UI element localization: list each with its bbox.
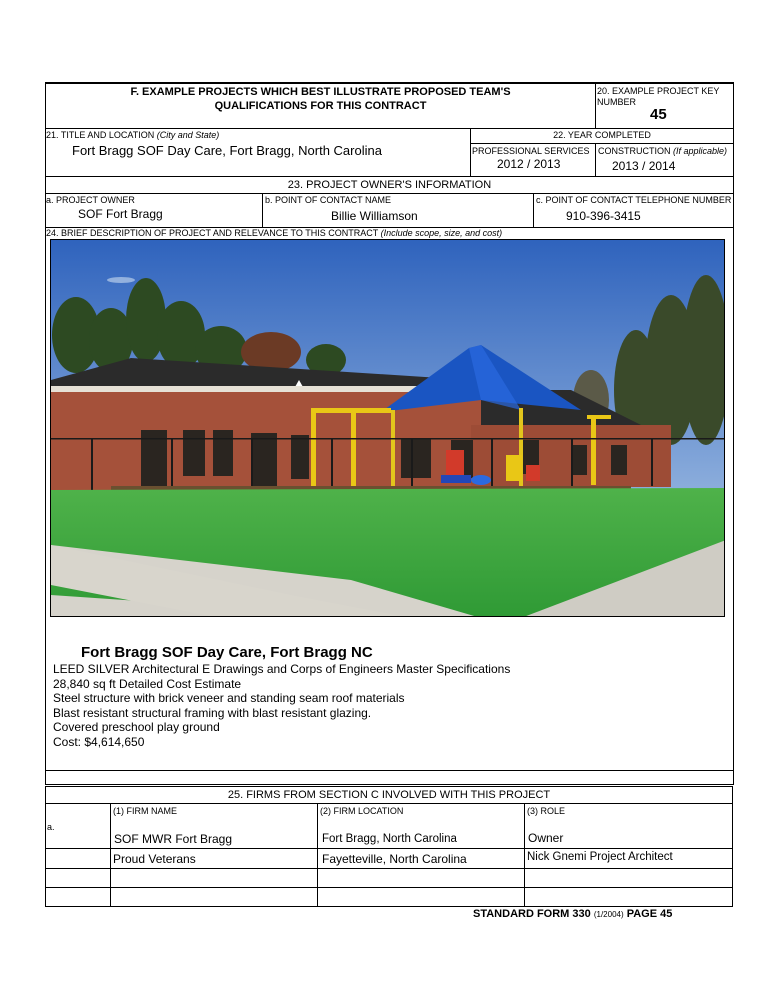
description-label-main: 24. BRIEF DESCRIPTION OF PROJECT AND RELEVANCE TO THIS CONTRACT: [46, 228, 379, 238]
contact-name-value: Billie Williamson: [331, 209, 418, 223]
professional-services-label: PROFESSIONAL SERVICES: [472, 146, 590, 156]
title-location-value: Fort Bragg SOF Day Care, Fort Bragg, North Carolina: [72, 143, 382, 158]
contact-phone-value: 910-396-3415: [566, 209, 641, 223]
description-heading: Fort Bragg SOF Day Care, Fort Bragg NC: [81, 644, 373, 661]
project-key-label-line1: 20. EXAMPLE PROJECT KEY: [597, 86, 720, 96]
firm-location-header: (2) FIRM LOCATION: [320, 806, 404, 816]
firm-location-cell: Fort Bragg, North Carolina: [322, 833, 457, 845]
contact-phone-label: c. POINT OF CONTACT TELEPHONE NUMBER: [536, 195, 732, 205]
description-line: Steel structure with brick veneer and standing seam roof materials: [53, 691, 405, 706]
construction-label-main: CONSTRUCTION: [598, 146, 671, 156]
description-label-note: (Include scope, size, and cost): [380, 228, 503, 238]
form-footer: [473, 908, 672, 920]
project-owner-label: a. PROJECT OWNER: [46, 195, 135, 205]
section-title: [46, 85, 595, 113]
professional-services-value: 2012 / 2013: [497, 157, 561, 171]
project-owner-value: SOF Fort Bragg: [78, 207, 163, 221]
page-number: PAGE 45: [626, 908, 673, 920]
project-key-label-line2: NUMBER: [597, 97, 637, 107]
year-completed-label: 22. YEAR COMPLETED: [553, 130, 651, 140]
description-line: LEED SILVER Architectural E Drawings and Corps of Engineers Master Specifications: [53, 662, 511, 676]
construction-value: 2013 / 2014: [612, 159, 676, 173]
description-body: [53, 662, 510, 750]
construction-label-note: (If applicable): [673, 146, 728, 156]
title-location-label-note: (City and State): [156, 130, 220, 140]
construction-label: [598, 146, 727, 157]
title-location-label: [46, 130, 219, 141]
project-key-number: 45: [650, 106, 667, 123]
section-title-line1: F. EXAMPLE PROJECTS WHICH BEST ILLUSTRATE PROPOSED TEAM'S: [130, 86, 511, 98]
firms-title: 25. FIRMS FROM SECTION C INVOLVED WITH THIS PROJECT: [227, 789, 551, 801]
firm-location-cell: Fayetteville, North Carolina: [322, 852, 467, 866]
description-line: Cost: $4,614,650: [53, 734, 145, 749]
firm-name-header: (1) FIRM NAME: [113, 806, 177, 816]
form-name: STANDARD FORM 330: [473, 908, 591, 920]
contact-name-label: b. POINT OF CONTACT NAME: [265, 195, 392, 205]
description-label: [46, 228, 502, 239]
form-revision: (1/2004): [593, 910, 624, 919]
firms-row-marker: a.: [47, 822, 55, 832]
project-key-label: [597, 86, 719, 108]
section-title-line2: QUALIFICATIONS FOR THIS CONTRACT: [214, 100, 427, 112]
description-line: 28,840 sq ft Detailed Cost Estimate: [53, 676, 242, 691]
description-line: Covered preschool play ground: [53, 720, 220, 735]
description-line: Blast resistant structural framing with blast resistant glazing.: [53, 705, 372, 720]
firm-role-header: (3) ROLE: [527, 806, 566, 816]
firm-name-cell: Proud Veterans: [113, 852, 196, 866]
owner-info-title: 23. PROJECT OWNER'S INFORMATION: [287, 179, 492, 191]
firm-name-cell: SOF MWR Fort Bragg: [114, 832, 233, 846]
firm-role-cell: Nick Gnemi Project Architect: [527, 851, 673, 863]
title-location-label-main: 21. TITLE AND LOCATION: [46, 130, 155, 140]
project-photo: [50, 239, 725, 617]
firm-role-cell: Owner: [528, 831, 564, 845]
